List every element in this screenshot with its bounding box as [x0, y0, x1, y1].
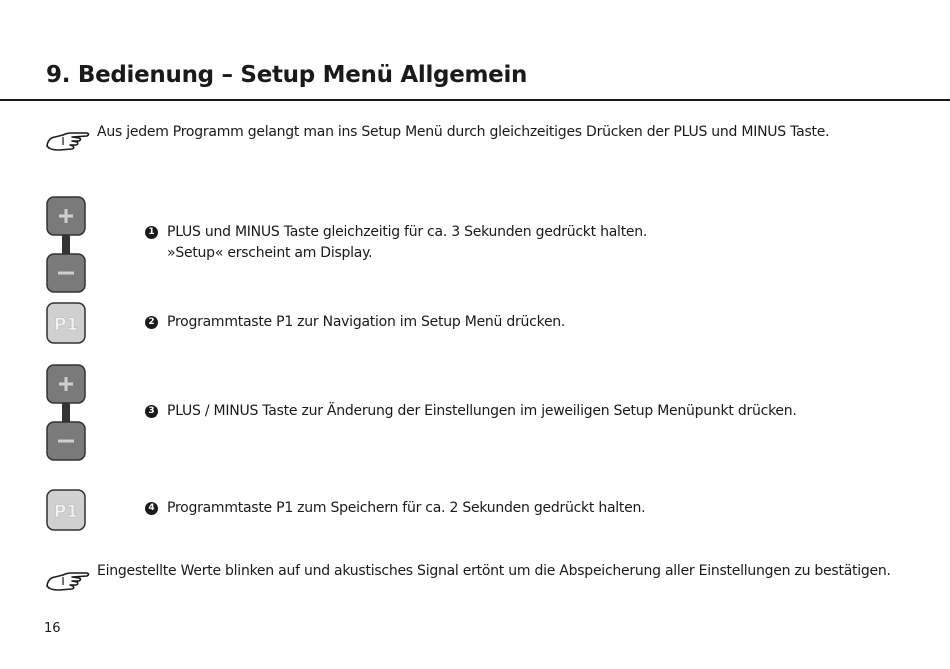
- step-number-2: 2: [145, 316, 158, 329]
- heading-rule: [0, 99, 950, 101]
- step-number-4: 4: [145, 502, 158, 515]
- page-number: 16: [44, 621, 61, 636]
- closing-note: Eingestellte Werte blinken auf und akustisches Signal ertönt um die Abspeicherung aller Einstellungen zu bestätigen.: [97, 563, 891, 579]
- step-number-1: 1: [145, 226, 158, 239]
- intro-note: Aus jedem Programm gelangt man ins Setup Menü durch gleichzeitiges Drücken der PLUS und MINUS Taste.: [97, 124, 830, 140]
- step-number-3: 3: [145, 405, 158, 418]
- p1-key-label: P1: [53, 315, 79, 335]
- p1-key-label: P1: [53, 502, 79, 522]
- step-2-line-1: Programmtaste P1 zur Navigation im Setup Menü drücken.: [167, 314, 566, 330]
- pointing-hand-icon: [45, 568, 91, 594]
- pointing-hand-icon: [45, 128, 91, 154]
- step-3-line-1: PLUS / MINUS Taste zur Änderung der Einstellungen im jeweiligen Setup Menüpunkt drücken.: [167, 403, 797, 419]
- p1-key-icon: [46, 489, 86, 531]
- step-1-line-1: PLUS und MINUS Taste gleichzeitig für ca. 3 Sekunden gedrückt halten.: [167, 224, 648, 240]
- step-1-line-2: »Setup« erscheint am Display.: [167, 245, 373, 261]
- page-heading: 9. Bedienung – Setup Menü Allgemein: [46, 62, 528, 88]
- plus-minus-keys-icon: [46, 364, 86, 462]
- p1-key-icon: [46, 302, 86, 344]
- step-4-line-1: Programmtaste P1 zum Speichern für ca. 2 Sekunden gedrückt halten.: [167, 500, 646, 516]
- plus-minus-keys-icon: [46, 196, 86, 294]
